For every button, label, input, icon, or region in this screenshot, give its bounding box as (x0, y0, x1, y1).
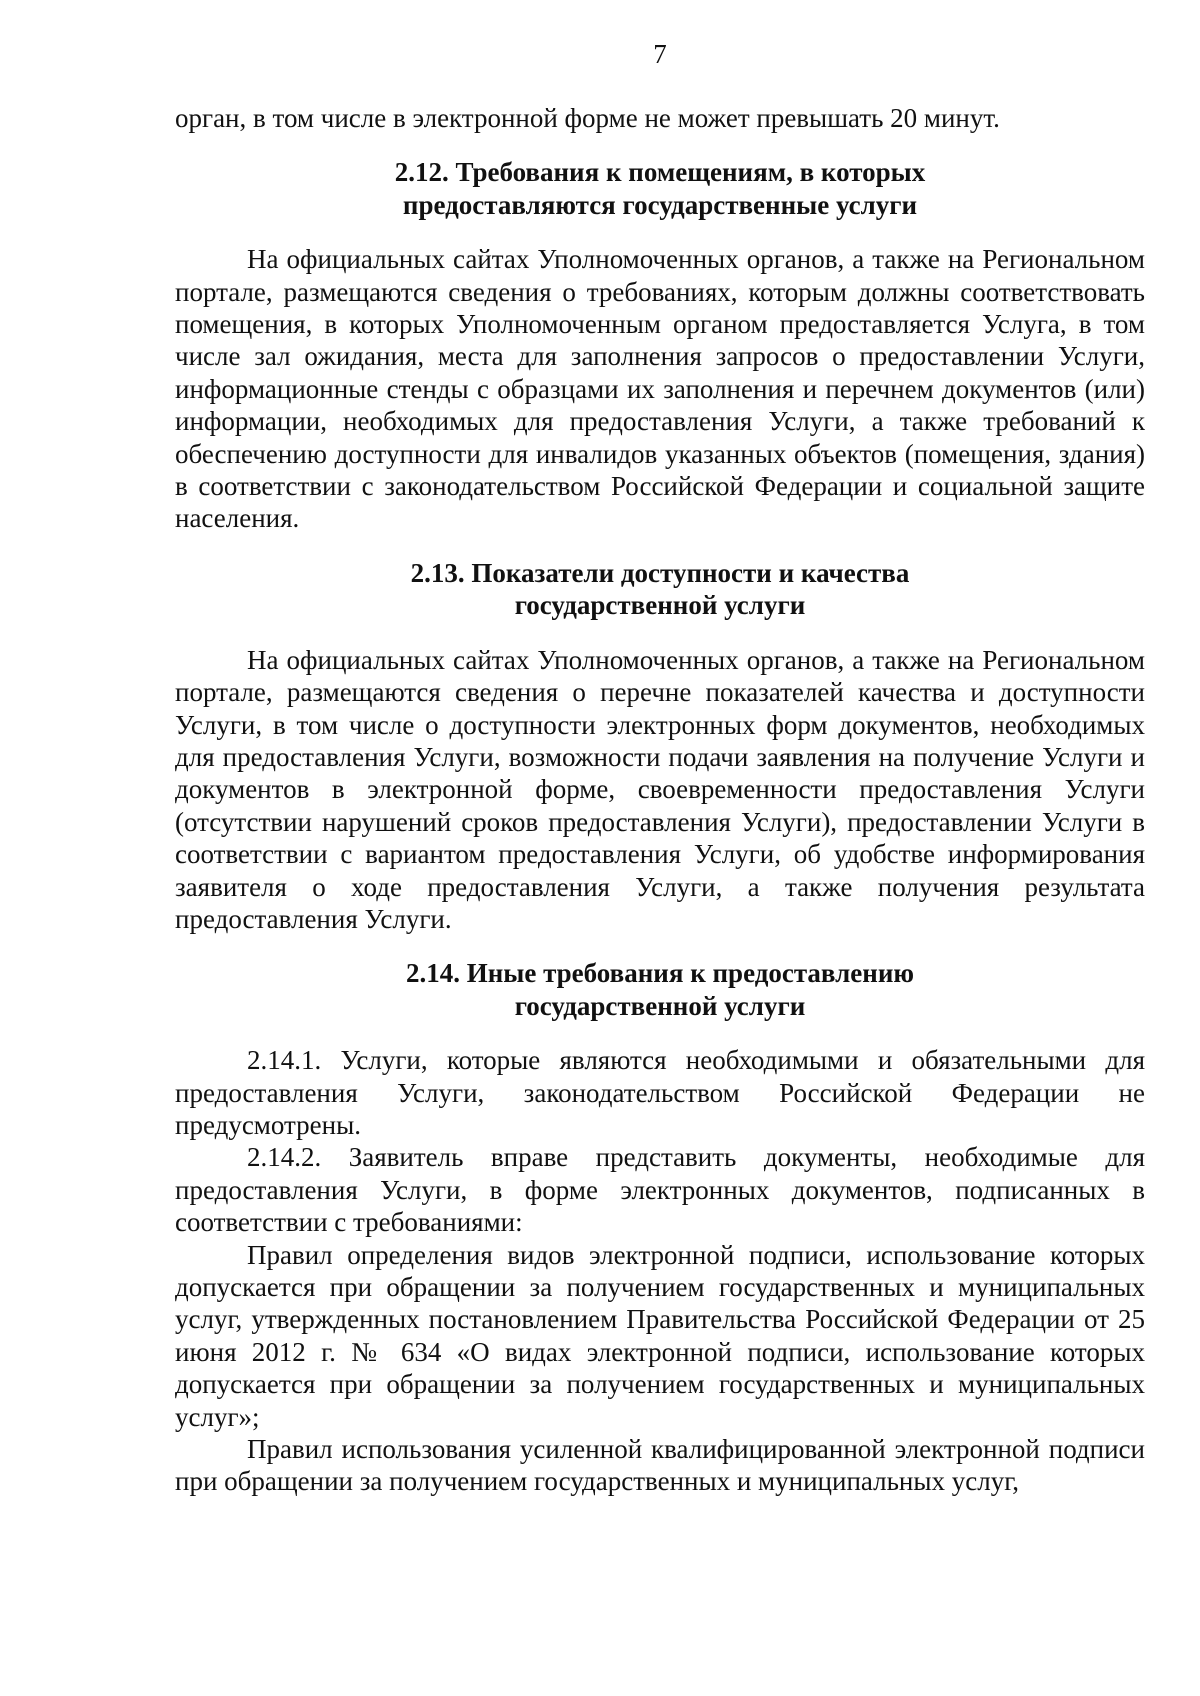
section-heading (175, 957, 1145, 1022)
section-2-14 (175, 957, 1145, 1498)
paragraph: 2.14.1. Услуги, которые являются необходимыми и обязательными для предоставления Услуги, законодательством Российской Федерации не предусмотрены. (175, 1045, 1145, 1140)
section-2-13 (175, 557, 1145, 935)
document-body (175, 102, 1145, 1498)
section-heading (175, 557, 1145, 622)
paragraph: На официальных сайтах Уполномоченных органов, а также на Региональном портале, размещаются сведения о требованиях, которым должны соответствовать помещения, в которых Уполномоченным органом предоставляется Услуга, в том числе зал ожидания, места для заполнения запросов о предоставлении Услуги, информационные стенды с образцами их заполнения и перечнем документов (или) информации, необходимых для предоставления Услуги, а также требований к обеспечению доступности для инвалидов указанных объектов (помещения, здания) в соответствии с законодательством Российской Федерации и социальной защите населения. (175, 244, 1145, 534)
heading-line-2: государственной услуги (514, 990, 806, 1021)
paragraph: 2.14.2. Заявитель вправе представить документы, необходимые для предоставления Услуги, в форме электронных документов, подписанных в соответствии с требованиями: (175, 1142, 1145, 1238)
page-number: 7 (653, 39, 667, 69)
section-2-12 (175, 156, 1145, 534)
heading-line-1: 2.14. Иные требования к предоставлению (405, 958, 915, 989)
paragraph: На официальных сайтах Уполномоченных органов, а также на Региональном портале, размещаются сведения о перечне показателей качества и доступности Услуги, в том числе о доступности электронных форм документов, необходимых для предоставления Услуги, возможности подачи заявления на получение Услуги и документов в электронной форме, своевременности предоставления Услуги (отсутствии нарушений сроков предоставления Услуги), предоставлении Услуги в соответствии с вариантом предоставления Услуги, об удобстве информирования заявителя о ходе предоставления Услуги, а также получения результата предоставления Услуги. (175, 644, 1145, 934)
heading-line-1: 2.12. Требования к помещениям, в которых (394, 157, 926, 188)
heading-line-2: государственной услуги (514, 590, 806, 621)
paragraph: Правил использования усиленной квалифицированной электронной подписи при обращении за получением государственных и муниципальных услуг, (175, 1434, 1145, 1497)
heading-line-2: предоставляются государственные услуги (402, 189, 918, 220)
section-heading (175, 156, 1145, 221)
heading-line-1: 2.13. Показатели доступности и качества (410, 557, 910, 588)
lead-line: орган, в том числе в электронной форме не может превышать 20 минут. (175, 103, 1000, 133)
paragraph: Правил определения видов электронной подписи, использование которых допускается при обращении за получением государственных и муниципальных услуг, утвержденных постановлением Правительства Российской Федерации от 25 июня 2012 г. № 634 «О видах электронной подписи, использование которых допускается при обращении за получением государственных и муниципальных услуг»; (175, 1239, 1145, 1432)
